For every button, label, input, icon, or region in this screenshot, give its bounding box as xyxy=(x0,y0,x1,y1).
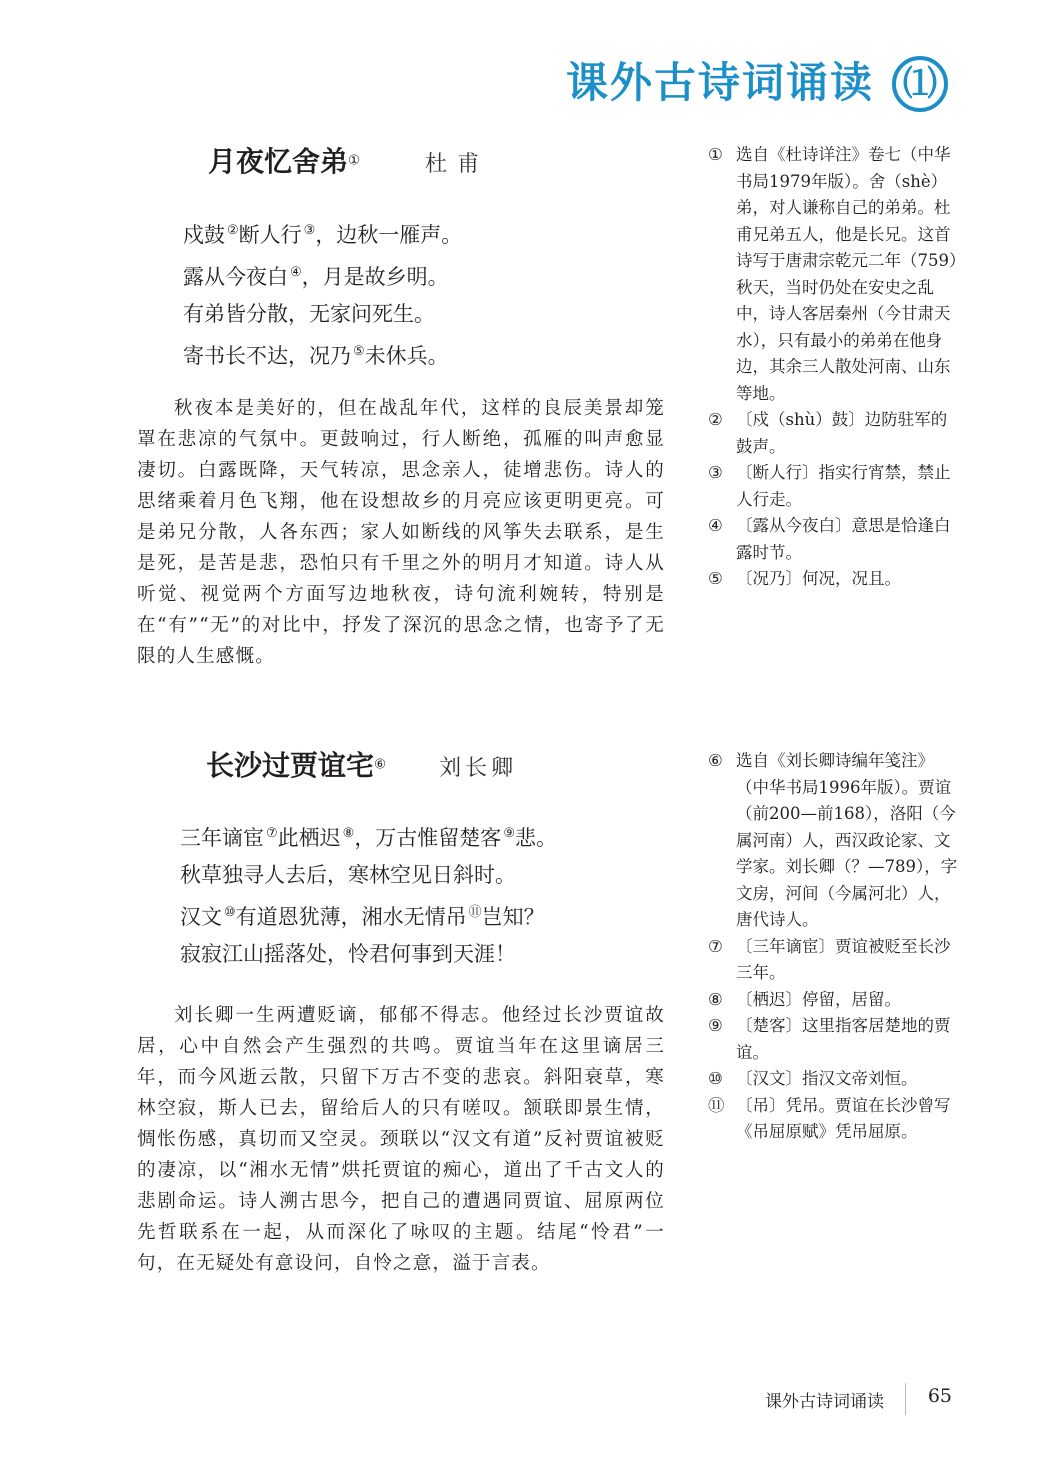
section-number-badge: ⑴ xyxy=(892,56,948,112)
poem1-title: 月夜忆舍弟 xyxy=(208,145,349,178)
poem2-title: 长沙过贾谊宅 xyxy=(206,749,375,782)
poem2-notes xyxy=(708,748,958,1146)
poem2-title-ref: ⑥ xyxy=(374,757,386,773)
footnote: ⑨ 〔楚客〕这里指客居楚地的贾谊。 xyxy=(708,1016,951,1062)
footnote: ⑧ 〔栖迟〕停留，居留。 xyxy=(708,989,901,1009)
footnote: ③ 〔断人行〕指实行宵禁，禁止人行走。 xyxy=(708,463,951,509)
footnote: ④ 〔露从今夜白〕意思是恰逢白露时节。 xyxy=(708,516,951,562)
footnote: ⑩ 〔汉文〕指汉文帝刘恒。 xyxy=(708,1069,918,1088)
footnote: ⑥ 选自《刘长卿诗编年笺注》（中华书局1996年版）。贾谊（前200—前168），洛阳（今属河南）人，西汉政论家、文学家。刘长卿（？—789），字文房，河间（今属河北）人，唐代诗人。 xyxy=(708,751,958,929)
footer-divider xyxy=(905,1383,906,1415)
poem-line: 汉文 ⑩有道恩犹薄，湘水无情吊 ⑪岂知？ xyxy=(180,905,545,929)
poem-line: 有弟皆分散，无家问死生。 xyxy=(183,302,435,326)
poem-line: 三年谪宦 ⑦此栖迟 ⑧，万古惟留楚客 ⑨悲。 xyxy=(180,826,557,850)
poem2-body xyxy=(180,815,557,973)
poem1-heading xyxy=(208,140,489,180)
poem-line: 寄书长不达，况乃 ⑤未休兵。 xyxy=(183,344,449,368)
footer-section-label: 课外古诗词诵读 xyxy=(765,1392,884,1412)
poem-line: 戍鼓 ②断人行 ③，边秋一雁声。 xyxy=(183,223,463,247)
page-header-title: 课外古诗词诵读 xyxy=(565,58,874,107)
poem1-body xyxy=(183,212,462,375)
poem1-notes xyxy=(708,142,958,593)
poem1-author: 杜甫 xyxy=(425,152,490,177)
poem2-heading xyxy=(206,744,517,784)
footnote: ⑦ 〔三年谪宦〕贾谊被贬至长沙三年。 xyxy=(708,936,951,982)
footnote: ② 〔戍（shù）鼓〕边防驻军的鼓声。 xyxy=(708,410,948,456)
poem-line: 寂寂江山摇落处，怜君何事到天涯！ xyxy=(180,942,516,966)
page-number: 65 xyxy=(927,1385,952,1407)
poem2-commentary: 刘长卿一生两遭贬谪，郁郁不得志。他经过长沙贾谊故居，心中自然会产生强烈的共鸣。贾谊当年在这里谪居三年，而今风逝云散，只留下万古不变的悲哀。斜阳衰草，寒林空寂，斯人已去，留给后人的只有嗟叹。颔联即景生情，惆怅伤感，真切而又空灵。颈联以“汉文有道”反衬贾谊被贬的凄凉，以“湘水无情”烘托贾谊的痴心，道出了千古文人的悲剧命运。诗人溯古思今，把自己的遭遇同贾谊、屈原两位先哲联系在一起，从而深化了咏叹的主题。结尾“怜君”一句，在无疑处有意设问，自怜之意，溢于言表。 xyxy=(137,1005,665,1274)
poem1-title-ref: ① xyxy=(348,153,360,169)
footnote: ① 选自《杜诗详注》卷七（中华书局1979年版）。舍（shè）弟，对人谦称自己的弟弟。杜甫兄弟五人，他是长兄。这首诗写于唐肃宗乾元二年（759）秋天，当时仍处在安史之乱中，诗人客居秦州（今甘肃天水），只有最小的弟弟在他身边，其余三人散处河南、山东等地。 xyxy=(708,145,958,403)
poem-line: 露从今夜白 ④，月是故乡明。 xyxy=(183,265,449,289)
footnote: ⑤ 〔况乃〕何况，况且。 xyxy=(708,569,901,588)
poem1-commentary: 秋夜本是美好的，但在战乱年代，这样的良辰美景却笼罩在悲凉的气氛中。更鼓响过，行人断绝，孤雁的叫声愈显凄切。白露既降，天气转凉，思念亲人，徒增悲伤。诗人的思绪乘着月色飞翔，他在设想故乡的月亮应该更明更亮。可是弟兄分散，人各东西；家人如断线的风筝失去联系，是生是死，是苦是悲，恐怕只有千里之外的明月才知道。诗人从听觉、视觉两个方面写边地秋夜，诗句流利婉转，特别是在“有”“无”的对比中，抒发了深沉的思念之情，也寄予了无限的人生感慨。 xyxy=(137,398,665,667)
poem-line: 秋草独寻人去后，寒林空见日斜时。 xyxy=(180,863,516,887)
footnote: ⑪ 〔吊〕凭吊。贾谊在长沙曾写《吊屈原赋》凭吊屈原。 xyxy=(708,1095,951,1141)
poem2-author: 刘长卿 xyxy=(439,756,518,781)
